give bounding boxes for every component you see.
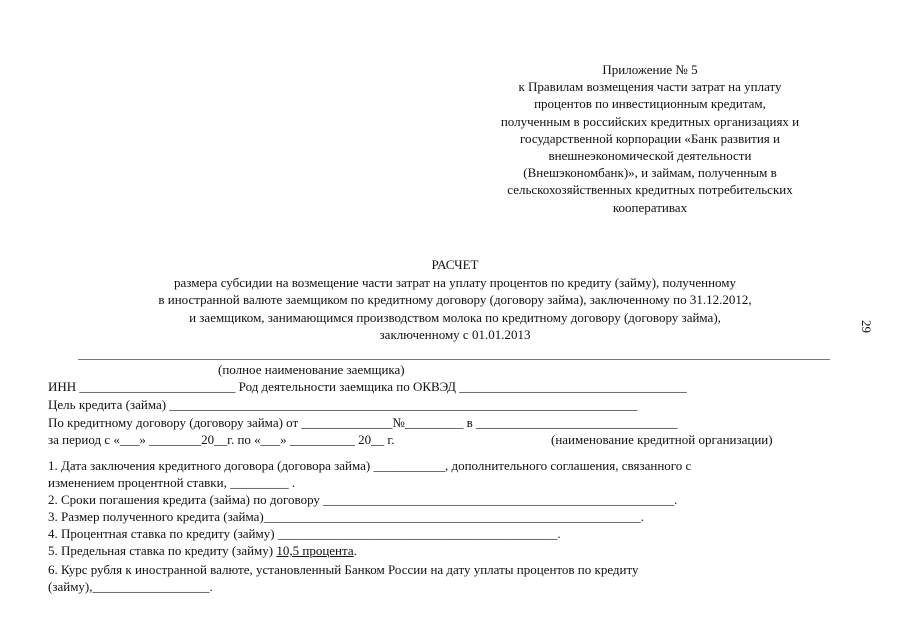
item-5-period: . — [353, 543, 357, 558]
item-4: 4. Процентная ставка по кредиту (займу) ___________________________________________. — [48, 526, 561, 541]
item-5-value: 10,5 процента — [276, 543, 354, 558]
title-heading: РАСЧЕТ — [431, 257, 479, 272]
document-title — [40, 256, 870, 344]
item-5-label: 5. Предельная ставка по кредиту (займу) — [48, 543, 274, 558]
appendix-line: (Внешэкономбанк)», и займам, полученным в — [523, 165, 777, 181]
item-5 — [48, 542, 357, 559]
appendix-line: Приложение № 5 — [602, 62, 698, 77]
appendix-line: государственной корпорации «Банк развития и — [520, 130, 780, 146]
bank-caption: (наименование кредитной организации) — [551, 432, 773, 447]
title-line: и заемщиком, занимающимся производством молока по кредитному договору (договору займа), — [189, 309, 721, 325]
item-3: 3. Размер полученного кредита (займа)__________________________________________________________. — [48, 509, 644, 524]
contract-line: По кредитному договору (договору займа) от ______________№_________ в _______________________________ — [48, 415, 678, 430]
appendix-header — [470, 61, 830, 216]
item-6-line-b: (займу),__________________. — [48, 579, 213, 594]
borrower-name-line — [78, 359, 830, 360]
appendix-line: внешнеэкономической деятельности — [548, 148, 752, 164]
borrower-caption: (полное наименование заемщика) — [218, 362, 405, 377]
appendix-line: сельскохозяйственных кредитных потребительских — [507, 182, 793, 198]
period-line: за период с «___» ________20__г. по «___» __________ 20__ г. — [48, 432, 395, 447]
appendix-line: полученным в российских кредитных организациях и — [500, 113, 800, 129]
title-line: в иностранной валюте заемщиком по кредитному договору (договору займа), заключенному по 31.12.2012, — [158, 292, 752, 307]
appendix-line: к Правилам возмещения части затрат на уплату — [518, 79, 782, 95]
page-number: 29 — [859, 320, 874, 333]
title-line: размера субсидии на возмещение части затрат на уплату процентов по кредиту (займу), полученному — [173, 274, 737, 290]
item-1-line-b: изменением процентной ставки, _________ . — [48, 475, 296, 490]
item-1-line-a: 1. Дата заключения кредитного договора (договора займа) ___________, дополнительного соглашения, связанного с — [48, 458, 692, 473]
purpose-line: Цель кредита (займа) ________________________________________________________________________ — [48, 397, 638, 412]
appendix-line: кооперативах — [612, 199, 688, 215]
title-line: заключенному с 01.01.2013 — [379, 327, 531, 342]
appendix-line: процентов по инвестиционным кредитам, — [534, 96, 766, 112]
item-6-line-a: 6. Курс рубля к иностранной валюте, установленный Банком России на дату уплаты процентов по кредиту — [48, 562, 639, 577]
item-2: 2. Сроки погашения кредита (займа) по договору ______________________________________________________. — [48, 492, 678, 507]
inn-line: ИНН ________________________ Род деятельности заемщика по ОКВЭД ___________________________________ — [48, 379, 687, 394]
